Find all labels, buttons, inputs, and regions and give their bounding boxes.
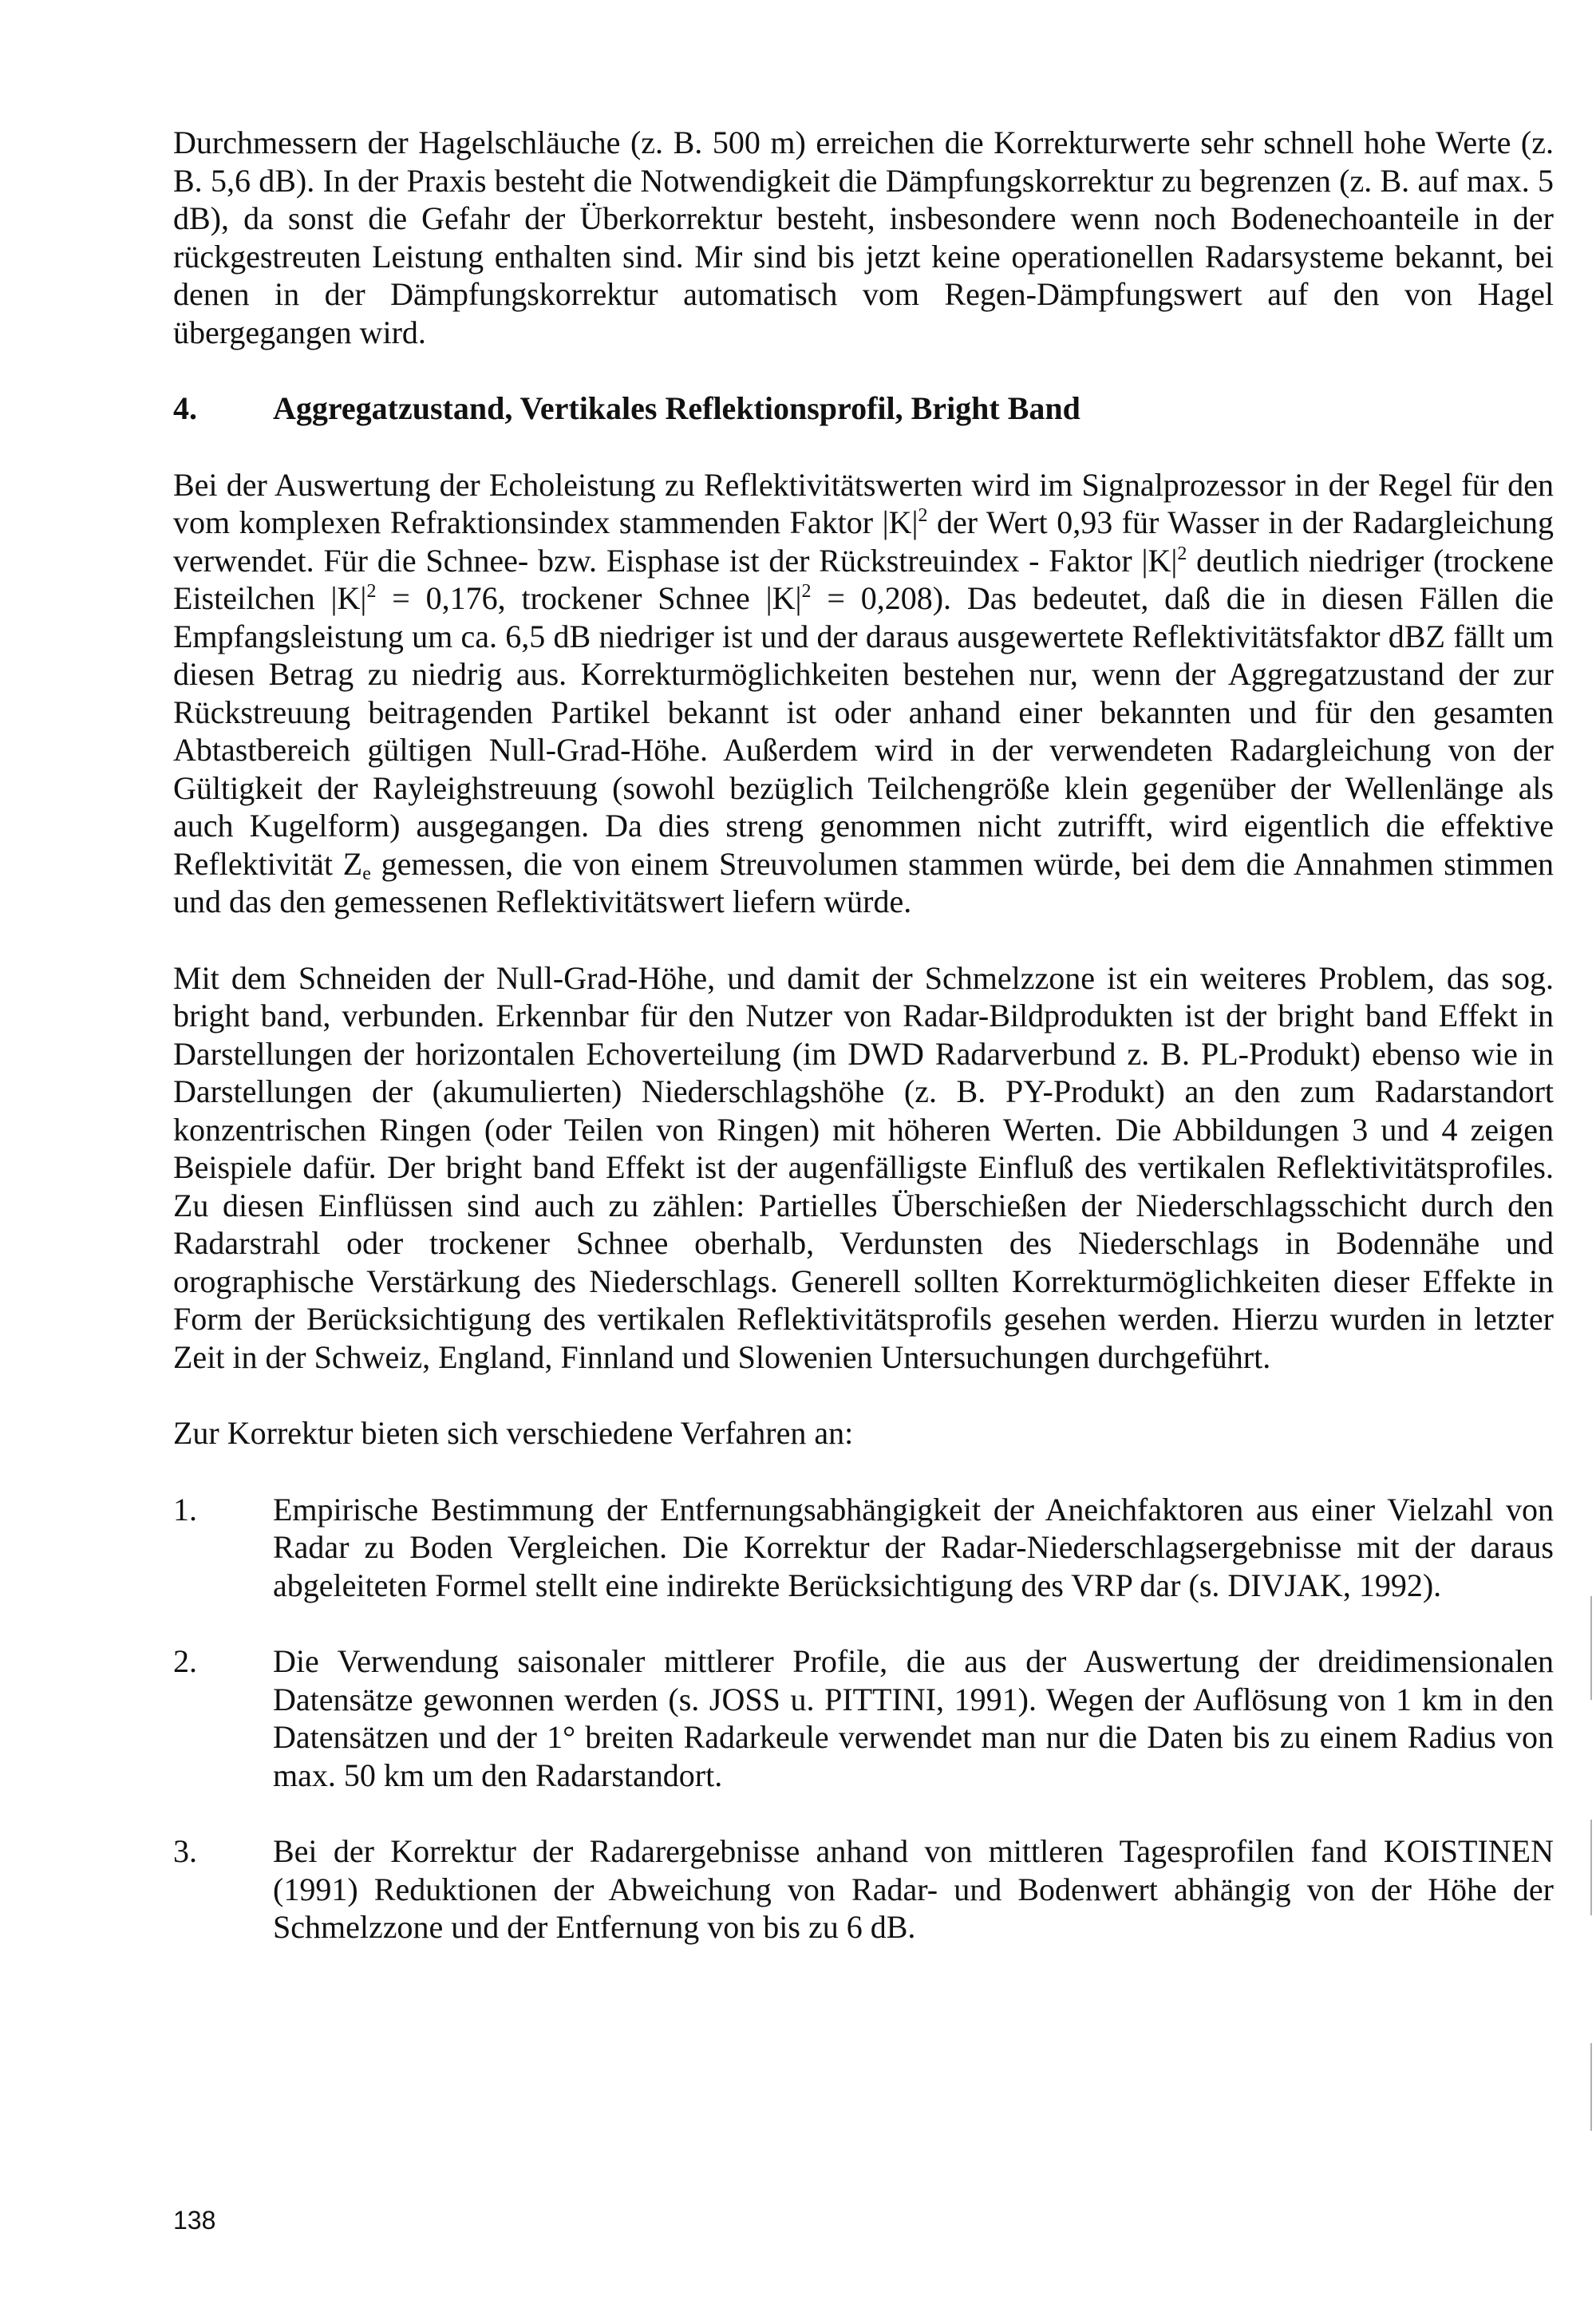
section-heading (173, 389, 1554, 428)
subscript: e (362, 863, 371, 884)
paragraph-text-part: = 0,176, trockener Schnee |K| (376, 580, 802, 616)
list-item-text: Die Verwendung saisonaler mittlerer Profile, die aus der Auswertung der dreidimensionalen Datensätze gewonnen werden (s. JOSS u. PITTINI, 1991). Wegen der Auflösung von 1 km in den Datensätzen und der 1° breiten Radarkeule verwendet man nur die Daten bis zu einem Radius von max. 50 km um den Radarstandort. (273, 1643, 1554, 1793)
intro-paragraph: Durchmessern der Hagelschläuche (z. B. 500 m) erreichen die Korrekturwerte sehr schnell hohe Werte (z. B. 5,6 dB). In der Praxis besteht die Notwendigkeit die Dämpfungskorrektur zu begrenzen (z. B. auf max. 5 dB), da sonst die Gefahr der Überkorrektur besteht, insbesondere wenn noch Bodenechoanteile in der rückgestreuten Leistung enthalten sind. Mir sind bis jetzt keine operationellen Radarsysteme bekannt, bei denen in der Dämpfungskorrektur automatisch vom Regen-Dämpfungswert auf den von Hagel übergegangen wird. (173, 124, 1554, 350)
list-item-text: Empirische Bestimmung der Entfernungsabhängigkeit der Aneichfaktoren aus einer Vielzahl von Radar zu Boden Vergleichen. Die Korrektur der Radar-Niederschlagsergebnisse mit der daraus abgeleiteten Formel stellt eine indirekte Berücksichtigung des VRP dar (s. DIVJAK, 1992). (273, 1491, 1554, 1603)
paragraph-text-part: der Wert 0,93 für Wasser in der Radargleichung verwendet. Für die Schnee- bzw. Eisphase ist der Rückstreuindex - Faktor |K| (173, 504, 1555, 579)
section-number: 4. (173, 390, 197, 426)
scan-edge-mark (1590, 2043, 1592, 2131)
exponent: 2 (366, 581, 377, 602)
list-item (173, 1491, 1554, 1605)
paragraph-text-part: = 0,208). Das bedeutet, daß die in diesen Fällen die Empfangsleistung um ca. 6,5 dB niedriger ist und der daraus ausgewertete Reflektivitätsfaktor dBZ fällt um diesen Betrag zu niedrig aus. Korrekturmöglichkeiten bestehen nur, wenn der Aggregatzustand der zur Rückstreuung beitragenden Partikel bekannt ist oder anhand einer bekannten und für den gesamten Abtastbereich gültigen Null-Grad-Höhe. Außerdem wird in der verwendeten Radargleichung von der Gültigkeit der Rayleighstreuung (sowohl bezüglich Teilchengröße klein gegenüber der Wellenlänge als auch Kugelform) ausgegangen. Da dies streng genommen nicht zutrifft, wird eigentlich die effektive Reflektivität Z (173, 580, 1554, 882)
document-page (173, 124, 1554, 1985)
list-item-number: 3. (173, 1833, 197, 1869)
exponent: 2 (1177, 543, 1187, 564)
exponent: 2 (918, 505, 928, 526)
list-item (173, 1642, 1554, 1794)
paragraph-aggregatzustand (173, 466, 1554, 921)
list-item-text: Bei der Korrektur der Radarergebnisse anhand von mittleren Tagesprofilen fand KOISTINEN (1991) Reduktionen der Abweichung von Radar- und Bodenwert abhängig von der Höhe der Schmelzzone und der Entfernung von bis zu 6 dB. (273, 1833, 1554, 1945)
paragraph-korrektur-intro: Zur Korrektur bieten sich verschiedene Verfahren an: (173, 1415, 854, 1451)
paragraph-text-part: Bei der Auswertung der Echoleistung zu Reflektivitätswerten wird im Signalprozessor in der Regel für den vom komplexen Refraktionsindex stammenden Faktor |K| (173, 466, 1554, 540)
section-title: Aggregatzustand, Vertikales Reflektionsprofil, Bright Band (273, 390, 1080, 426)
paragraph-text-part: gemessen, die von einem Streuvolumen stammen würde, bei dem die Annahmen stimmen und das den gemessenen Reflektivitätswert liefern würde. (173, 845, 1555, 919)
page-number: 138 (173, 2206, 216, 2235)
paragraph-bright-band: Mit dem Schneiden der Null-Grad-Höhe, und damit der Schmelzzone ist ein weiteres Problem, das sog. bright band, verbunden. Erkennbar für den Nutzer von Radar-Bildprodukten ist der bright band Effekt in Darstellungen der horizontalen Echoverteilung (im DWD Radarverbund z. B. PL-Produkt) ebenso wie in Darstellungen der (akumulierten) Niederschlagshöhe (z. B. PY-Produkt) an den zum Radarstandort konzentrischen Ringen (oder Teilen von Ringen) mit höheren Werten. Die Abbildungen 3 und 4 zeigen Beispiele dafür. Der bright band Effekt ist der augenfälligste Einfluß des vertikalen Reflektivitätsprofiles. Zu diesen Einflüssen sind auch zu zählen: Partielles Überschießen der Niederschlagsschicht durch den Radarstrahl oder trockener Schnee oberhalb, Verdunsten des Niederschlags in Bodennähe und orographische Verstärkung des Niederschlags. Generell sollten Korrekturmöglichkeiten dieser Effekte in Form der Berücksichtigung des vertikalen Reflektivitätsprofils gesehen werden. Hierzu wurden in letzter Zeit in der Schweiz, England, Finnland und Slowenien Untersuchungen durchgeführt. (173, 959, 1554, 1375)
scan-edge-mark (1590, 1596, 1592, 1700)
list-item-number: 2. (173, 1643, 197, 1679)
exponent: 2 (801, 581, 812, 602)
list-item-number: 1. (173, 1491, 197, 1528)
paragraph-text-part: deutlich niedriger (trockene Eisteilchen |K| (173, 542, 1554, 616)
scan-edge-mark (1590, 1820, 1592, 1915)
list-item (173, 1832, 1554, 1946)
